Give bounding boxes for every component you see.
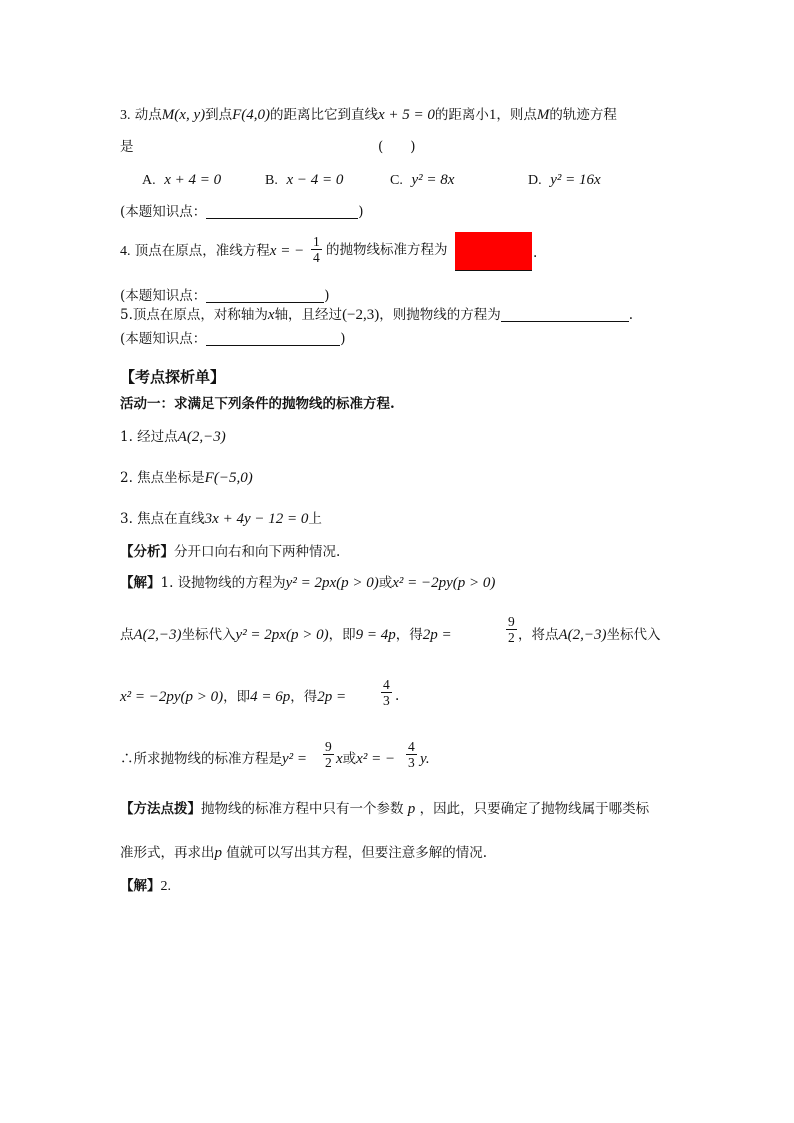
solution-2-line: 【解】2.: [120, 878, 171, 894]
q3-answer-paren: ( ): [378, 139, 416, 155]
fraction-9-2-b: $\frac{9}{2}$: [325, 739, 332, 770]
analysis-line: 【分析】分开口向右和向下两种情况.: [120, 544, 341, 560]
q3-line2: 是: [120, 139, 134, 155]
q3-option-d: D. y² = 16x: [528, 172, 601, 188]
method-line-2: 准形式，再求出p 值就可以写出其方程，但要注意多解的情况.: [120, 845, 488, 861]
activity-title: 活动一：求满足下列条件的抛物线的标准方程.: [120, 396, 395, 412]
solution-line-3-end: .: [395, 688, 400, 704]
q4-knowledge: (本题知识点： ): [120, 288, 330, 304]
q4-answer-blank[interactable]: [455, 270, 532, 271]
q3-option-b: B. x − 4 = 0: [265, 172, 344, 188]
conclusion-line-b: x或x² = −: [336, 751, 396, 767]
q4-line: 4. 顶点在原点，准线方程x = −: [120, 243, 305, 259]
q4-end: .: [533, 245, 538, 261]
fraction-4-3: $\frac{4}{3}$: [383, 677, 390, 708]
solution-line-2a: 点A(2,−3)坐标代入y² = 2px(p > 0)，即9 = 4p，得2p =: [120, 627, 452, 643]
solution-1-line: 【解】1. 设抛物线的方程为y² = 2px(p > 0)或x² = −2py(p > 0): [120, 575, 496, 591]
q4-knowledge-blank[interactable]: [206, 288, 324, 303]
solution-line-2b: ，将点A(2,−3)坐标代入: [518, 627, 661, 643]
solution-line-3: x² = −2py(p > 0)，即4 = 6p，得2p =: [120, 689, 347, 705]
q5-answer-blank[interactable]: [501, 307, 629, 322]
section-title: 【考点探析单】: [120, 368, 226, 386]
fraction-4-3-b: $\frac{4}{3}$: [408, 739, 415, 770]
q5-line: 5.顶点在原点，对称轴为x轴，且经过(−2,3)，则抛物线的方程为 .: [120, 307, 634, 323]
conclusion-line-c: y.: [420, 751, 430, 767]
q5-knowledge-blank[interactable]: [206, 331, 340, 346]
item-3: 3. 焦点在直线3x + 4y − 12 = 0上: [120, 511, 322, 527]
q3-line1: 3. 动点M(x, y)到点F(4,0)的距离比它到直线x + 5 = 0的距离小1，则点M的轨迹方程: [120, 107, 617, 123]
q5-knowledge: (本题知识点： ): [120, 331, 346, 347]
q4-line-b: 的抛物线标准方程为: [326, 242, 448, 258]
q3-knowledge-blank[interactable]: [206, 204, 358, 219]
item-2: 2. 焦点坐标是F(−5,0): [120, 470, 253, 486]
conclusion-line-a: ∴所求抛物线的标准方程是y² =: [120, 751, 308, 767]
q4-fraction: $\frac{1}{4}$: [313, 234, 320, 265]
q3-option-c: C. y² = 8x: [390, 172, 455, 188]
item-1: 1. 经过点A(2,−3): [120, 429, 226, 445]
q3-knowledge: (本题知识点： ): [120, 204, 364, 220]
q3-option-a: A. x + 4 = 0: [142, 172, 222, 188]
method-line-1: 【方法点拨】抛物线的标准方程中只有一个参数 p ，因此，只要确定了抛物线属于哪类标: [120, 801, 650, 817]
fraction-9-2: $\frac{9}{2}$: [508, 614, 515, 645]
q4-answer-redacted: [455, 232, 532, 270]
